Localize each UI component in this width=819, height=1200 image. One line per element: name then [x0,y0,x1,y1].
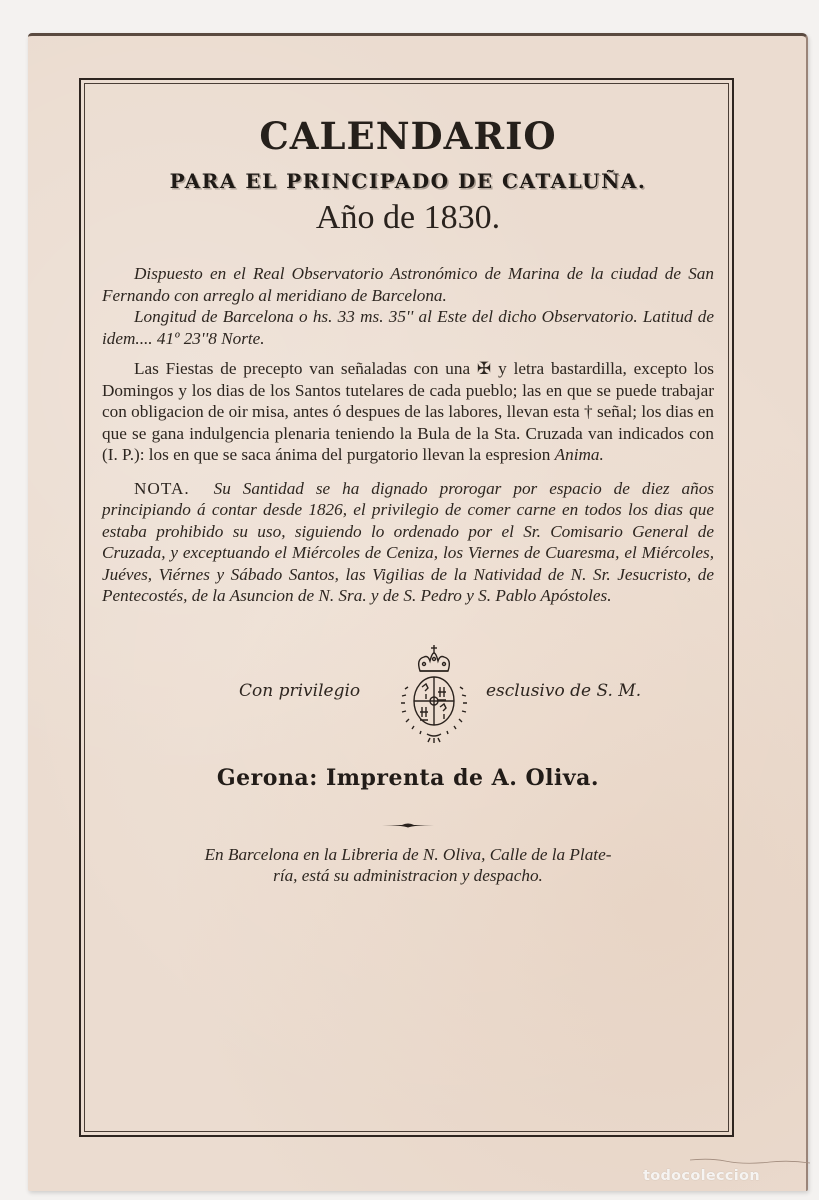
fiestas-end-text: Anima. [554,445,604,464]
royal-seal-icon [394,643,474,743]
printer-imprint: Gerona: Imprenta de A. Oliva. [216,764,600,791]
privilege-line [102,643,714,743]
document-title: CALENDARIO [259,114,557,158]
coordinates-paragraph: Longitud de Barcelona o hs. 33 ms. 35'' al Este del dicho Observatorio. Latitud de idem.... 41º 23''8 Norte. [102,307,714,348]
page-content [102,100,714,887]
privilege-right-text: esclusivo de S. M. [486,680,642,701]
paper-crease [690,1157,810,1167]
observatory-paragraph: Dispuesto en el Real Observatorio Astronómico de Marina de la ciudad de San Fernando con arreglo al meridiano de Barcelona. [102,264,714,305]
bookshop-note [102,844,714,887]
fiestas-paragraph [102,358,714,466]
watermark-text: todocoleccion [643,1168,760,1184]
bookshop-note-line-1: En Barcelona en la Libreria de N. Oliva, Calle de la Plate- [204,844,612,864]
fiestas-text: Las Fiestas de precepto van señaladas con una ✠ y letra bastardilla, excepto los Domingos y los dias de los Santos tutelares de cada pueblo; las en que se puede trabajar con obligacion de oir misa, antes ó despues de las labores, llevan esta † señal; los dias en que se gana indulgencia plenaria teniendo la Bula de la Sta. Cruzada van indicados con (I. P.): los en que se saca ánima del purgatorio llevan la espresion [102,359,714,464]
privilege-left-text: Con privilegio [239,680,361,701]
nota-text: Su Santidad se ha dignado prorogar por espacio de diez años principiando á contar desde 1826, el privilegio de comer carne en todos los dias que estaba prohibido su uso, siguiendo lo ordenado por el Sr. Comisario General de Cruzada, y exceptuando el Miércoles de Ceniza, los Viernes de Cuaresma, el Miércoles, Juéves, Viérnes y Sábado Santos, las Vigilias de la Natividad de N. Sr. Jesucristo, de Pentecostés, de la Asuncion de N. Sra. y de S. Pedro y S. Pablo Apóstoles. [102,478,714,605]
nota-paragraph [102,478,714,607]
document-subtitle: PARA EL PRINCIPADO DE CATALUÑA. [169,169,647,193]
nota-label: NOTA. [134,478,190,498]
year-line: Año de 1830. [315,199,501,236]
document-page [28,33,808,1191]
ornamental-divider [382,813,434,819]
bookshop-note-line-2: ría, está su administracion y despacho. [273,866,543,885]
